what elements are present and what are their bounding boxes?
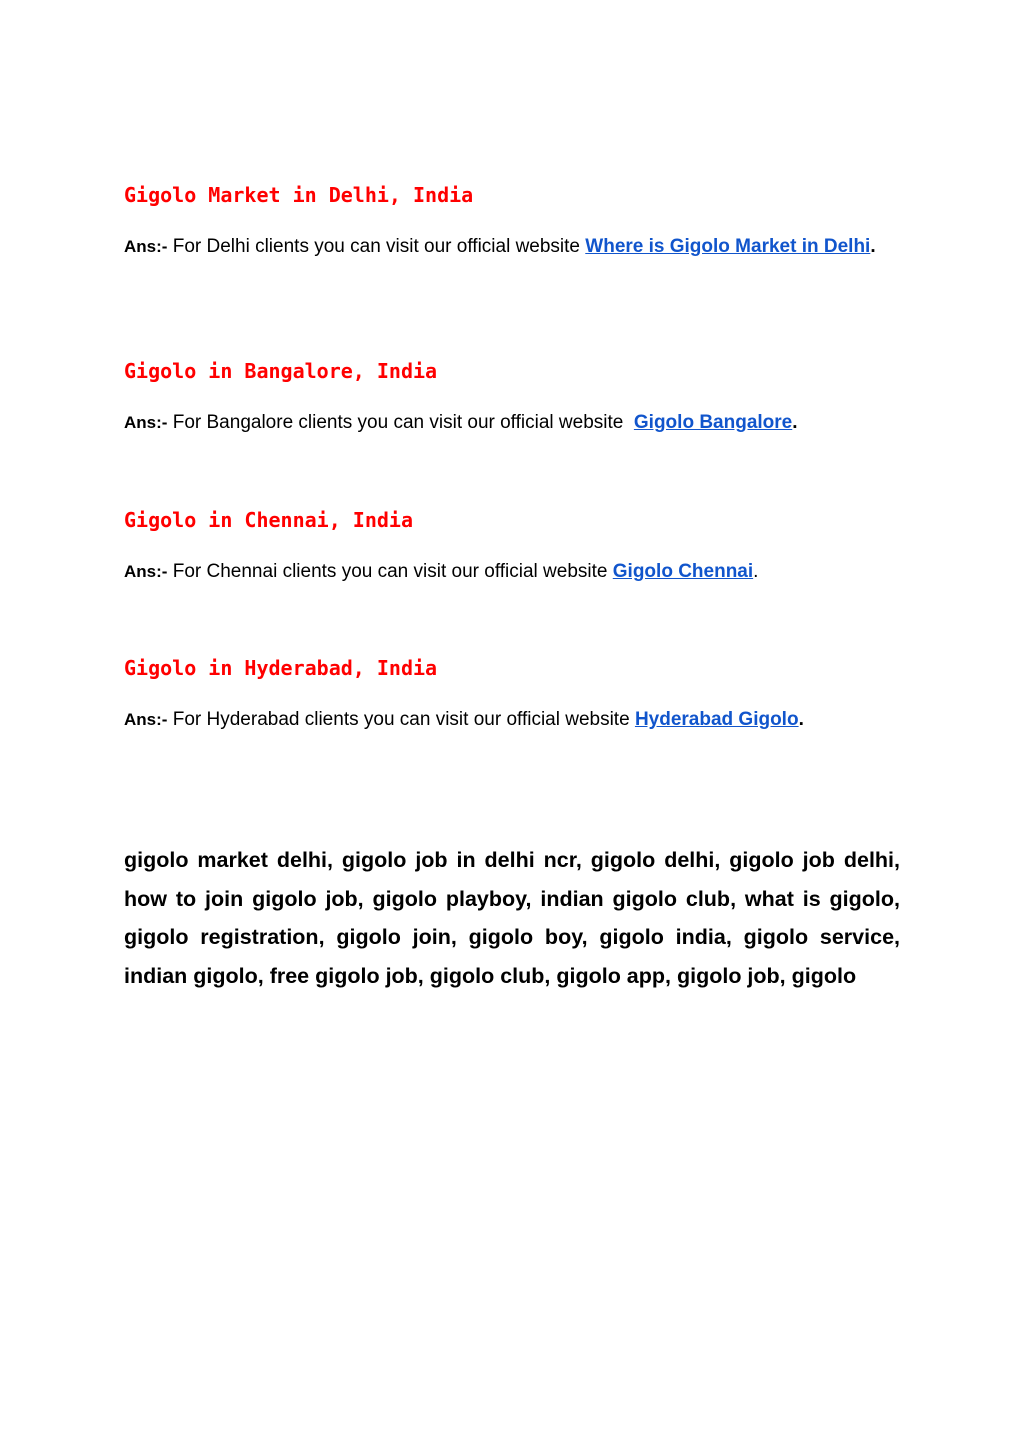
answer-text: For Hyderabad clients you can visit our official website [167,709,635,730]
link-gigolo-bangalore[interactable]: Gigolo Bangalore [633,412,793,433]
answer-trailing: . [798,709,804,730]
link-gigolo-chennai[interactable]: Gigolo Chennai [612,561,754,582]
answer-bangalore [124,398,894,448]
keywords-paragraph: gigolo market delhi, gigolo job in delhi ncr, gigolo delhi, gigolo job delhi, how to join gigolo job, gigolo playboy, indian gigolo club, what is gigolo, gigolo registration, gigolo join, gigolo boy, gigolo india, gigolo service, indian gigolo, free gigolo job, gigolo club, gigolo app, gigolo job, gigolo [124,848,900,989]
answer-trailing: . [870,236,876,257]
answer-chennai [124,547,894,597]
answer-trailing: . [753,561,759,582]
section-heading-hyderabad: Gigolo in Hyderabad, India [124,656,438,680]
answer-trailing: . [792,412,798,433]
section-heading-chennai: Gigolo in Chennai, India [124,508,413,532]
answer-delhi [124,222,894,272]
answer-text: For Bangalore clients you can visit our official website [167,412,634,433]
ans-label: Ans:- [124,237,168,256]
section-heading-bangalore: Gigolo in Bangalore, India [124,359,438,383]
answer-text: For Delhi clients you can visit our official website [167,236,586,257]
link-hyderabad-gigolo[interactable]: Hyderabad Gigolo [634,709,799,730]
ans-label: Ans:- [124,562,168,581]
ans-label: Ans:- [124,413,168,432]
answer-text: For Chennai clients you can visit our official website [167,561,613,582]
ans-label: Ans:- [124,710,168,729]
section-heading-delhi: Gigolo Market in Delhi, India [124,183,474,207]
answer-hyderabad [124,695,894,745]
link-where-is-gigolo-market-in-delhi[interactable]: Where is Gigolo Market in Delhi [585,236,871,257]
